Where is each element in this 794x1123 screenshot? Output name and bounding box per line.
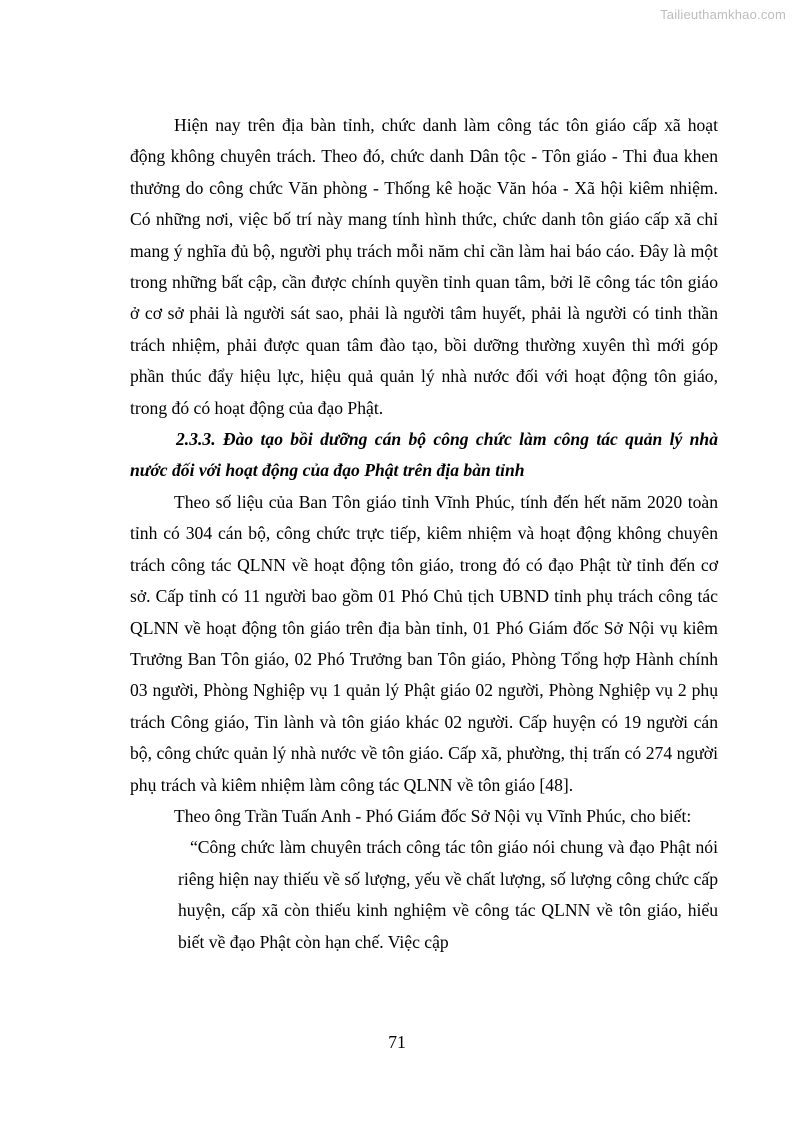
paragraph-quote-intro: Theo ông Trần Tuấn Anh - Phó Giám đốc Sở Nội vụ Vĩnh Phúc, cho biết: bbox=[174, 805, 692, 826]
document-page bbox=[130, 110, 718, 958]
paragraph-statistics: Theo số liệu của Ban Tôn giáo tỉnh Vĩnh Phúc, tính đến hết năm 2020 toàn tỉnh có 304 cán bộ, công chức trực tiếp, kiêm nhiệm và hoạt động không chuyên trách công tác QLNN về hoạt động tôn giáo, trong đó có đạo Phật từ tỉnh đến cơ sở. Cấp tỉnh có 11 người bao gồm 01 Phó Chủ tịch UBND tỉnh phụ trách công tác QLNN về hoạt động tôn giáo trên địa bàn tỉnh, 01 Phó Giám đốc Sở Nội vụ kiêm Trưởng Ban Tôn giáo, 02 Phó Trưởng ban Tôn giáo, Phòng Tổng hợp Hành chính 03 người, Phòng Nghiệp vụ 1 quản lý Phật giáo 02 người, Phòng Nghiệp vụ 2 phụ trách Công giáo, Tin lành và tôn giáo khác 02 người. Cấp huyện có 19 người cán bộ, công chức quản lý nhà nước về tôn giáo. Cấp xã, phường, thị trấn có 274 người phụ trách và kiêm nhiệm làm công tác QLNN về tôn giáo [48]. bbox=[130, 491, 718, 795]
paragraph-religious-officials: Hiện nay trên địa bàn tỉnh, chức danh làm công tác tôn giáo cấp xã hoạt động không chuyên trách. Theo đó, chức danh Dân tộc - Tôn giáo - Thi đua khen thưởng do công chức Văn phòng - Thống kê hoặc Văn hóa - Xã hội kiêm nhiệm. Có những nơi, việc bố trí này mang tính hình thức, chức danh tôn giáo cấp xã chỉ mang ý nghĩa đủ bộ, người phụ trách mỗi năm chỉ cần làm hai báo cáo. Đây là một trong những bất cập, cần được chính quyền tỉnh quan tâm, bởi lẽ công tác tôn giáo ở cơ sở phải là người sát sao, phải là người tâm huyết, phải là người có tinh thần trách nhiệm, phải được quan tâm đào tạo, bồi dưỡng thường xuyên thì mới góp phần thúc đẩy hiệu lực, hiệu quả quản lý nhà nước đối với hoạt động tôn giáo, trong đó có hoạt động của đạo Phật. bbox=[130, 115, 718, 418]
watermark-text: Tailieuthamkhao.com bbox=[660, 7, 786, 22]
section-heading-2-3-3: 2.3.3. Đào tạo bồi dưỡng cán bộ công chức làm công tác quản lý nhà nước đối với hoạt động của đạo Phật trên địa bàn tỉnh bbox=[130, 429, 718, 481]
page-number: 71 bbox=[388, 1032, 406, 1052]
block-quote: “Công chức làm chuyên trách công tác tôn giáo nói chung và đạo Phật nói riêng hiện nay thiếu về số lượng, yếu về chất lượng, số lượng công chức cấp huyện, cấp xã còn thiếu kinh nghiệm về công tác QLNN về tôn giáo, hiểu biết về đạo Phật còn hạn chế. Việc cập bbox=[178, 837, 718, 952]
